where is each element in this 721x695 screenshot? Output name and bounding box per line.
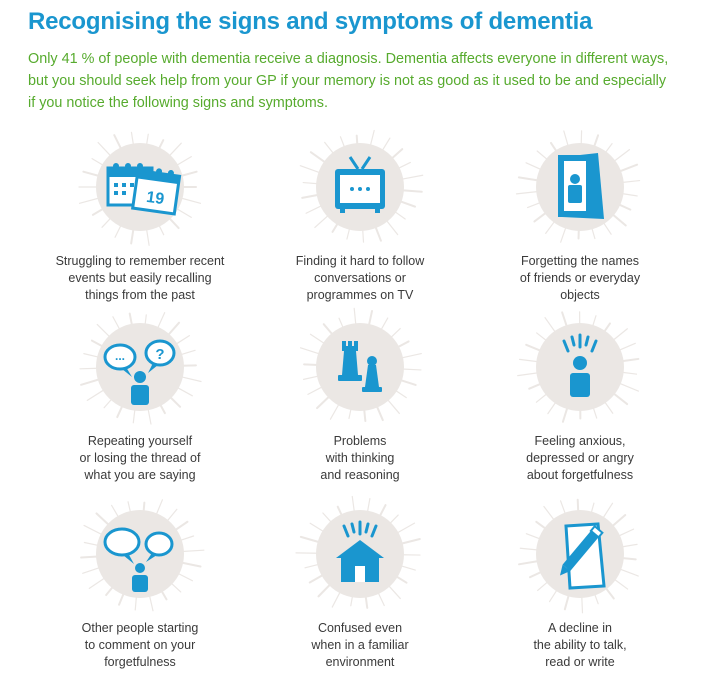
blob-ray bbox=[301, 537, 320, 543]
blob-ray bbox=[622, 372, 637, 374]
blob-ray bbox=[619, 569, 638, 576]
symptom-caption: Repeating yourself or losing the thread of what you are saying bbox=[79, 434, 201, 482]
symptom-caption: A decline in the ability to talk, read or write bbox=[533, 621, 627, 669]
intro-line: if you notice the following signs and symptoms. bbox=[28, 95, 328, 111]
blob-ray bbox=[396, 523, 415, 534]
blob-ray bbox=[622, 181, 640, 183]
blob-ray bbox=[304, 376, 320, 379]
picture-frame-icon bbox=[500, 125, 660, 255]
pen-paper-icon bbox=[500, 492, 660, 622]
blob-ray bbox=[401, 175, 423, 179]
speech-bubbles-person-icon bbox=[60, 305, 220, 435]
blob-ray bbox=[520, 548, 538, 550]
symptom-caption: Confused even when in a familiar environment bbox=[311, 621, 409, 669]
blob-ray bbox=[516, 192, 538, 194]
blob-ray bbox=[301, 348, 321, 354]
calendar-day: 19 bbox=[145, 188, 166, 209]
blob-ray bbox=[304, 364, 318, 365]
blob-ray bbox=[618, 383, 638, 391]
blob-ray bbox=[402, 369, 421, 370]
blob-ray bbox=[399, 201, 415, 207]
blob-ray bbox=[180, 172, 196, 176]
blob-ray bbox=[303, 183, 318, 184]
symptom-caption: Finding it hard to follow conversations or programmes on TV bbox=[295, 254, 425, 302]
intro-text bbox=[28, 48, 708, 114]
blob-ray bbox=[306, 205, 323, 213]
blob-ray bbox=[621, 193, 637, 195]
people-talking-icon bbox=[60, 492, 220, 622]
blob-ray bbox=[622, 558, 636, 559]
bubble-question: ? bbox=[155, 346, 165, 363]
blob-ray bbox=[182, 550, 204, 551]
blob-ray bbox=[302, 195, 319, 198]
calendar-icon bbox=[60, 125, 220, 255]
tv-icon bbox=[280, 125, 440, 255]
chess-pieces-icon bbox=[280, 305, 440, 435]
blob-ray bbox=[80, 368, 98, 369]
intro-line: but you should seek help from your GP if your memory is not as good as it used to be and especially bbox=[28, 73, 667, 89]
blob-ray bbox=[520, 359, 539, 361]
blob-ray bbox=[181, 377, 201, 382]
blob-ray bbox=[81, 557, 98, 558]
bubble-dots: ... bbox=[114, 349, 126, 363]
blob-ray bbox=[83, 172, 99, 176]
blob-ray bbox=[84, 525, 103, 535]
blob-ray bbox=[87, 389, 105, 400]
anxious-person-icon bbox=[500, 305, 660, 435]
blob-ray bbox=[400, 380, 416, 385]
intro-line: Only 41 % of people with dementia receive a diagnosis. Dementia affects everyone in different ways, bbox=[28, 51, 669, 67]
blob-ray bbox=[305, 564, 319, 568]
blob-ray bbox=[526, 163, 542, 170]
blob-ray bbox=[619, 165, 637, 172]
symptom-caption: Feeling anxious, depressed or angry about forgetfulness bbox=[526, 434, 634, 482]
blob-ray bbox=[519, 561, 539, 564]
blob-ray bbox=[180, 350, 195, 355]
blob-ray bbox=[618, 343, 635, 350]
blob-ray bbox=[400, 566, 415, 570]
blob-ray bbox=[80, 198, 100, 203]
symptom-caption: Forgetting the names of friends or everyday objects bbox=[519, 254, 641, 302]
blob-ray bbox=[518, 373, 539, 376]
blob-ray bbox=[84, 543, 99, 546]
blob-ray bbox=[84, 354, 99, 358]
blob-ray bbox=[300, 166, 321, 173]
page-title: Recognising the signs and symptoms of dementia bbox=[28, 8, 593, 35]
symptom-caption: Problems with thinking and reasoning bbox=[320, 434, 400, 482]
blob-ray bbox=[181, 562, 201, 566]
symptom-caption: Other people starting to comment on your forgetfulness bbox=[81, 621, 199, 669]
blob-ray bbox=[401, 354, 421, 358]
blob-ray bbox=[402, 190, 422, 192]
blob-ray bbox=[81, 379, 100, 385]
blob-ray bbox=[622, 359, 639, 361]
blob-ray bbox=[83, 567, 101, 573]
blob-ray bbox=[621, 544, 637, 547]
blob-ray bbox=[180, 198, 200, 203]
blob-ray bbox=[519, 177, 539, 180]
confused-house-icon bbox=[280, 492, 440, 622]
symptom-caption: Struggling to remember recent events but easily recalling things from the past bbox=[55, 254, 225, 302]
blob-background bbox=[316, 323, 404, 411]
blob-ray bbox=[401, 539, 420, 544]
